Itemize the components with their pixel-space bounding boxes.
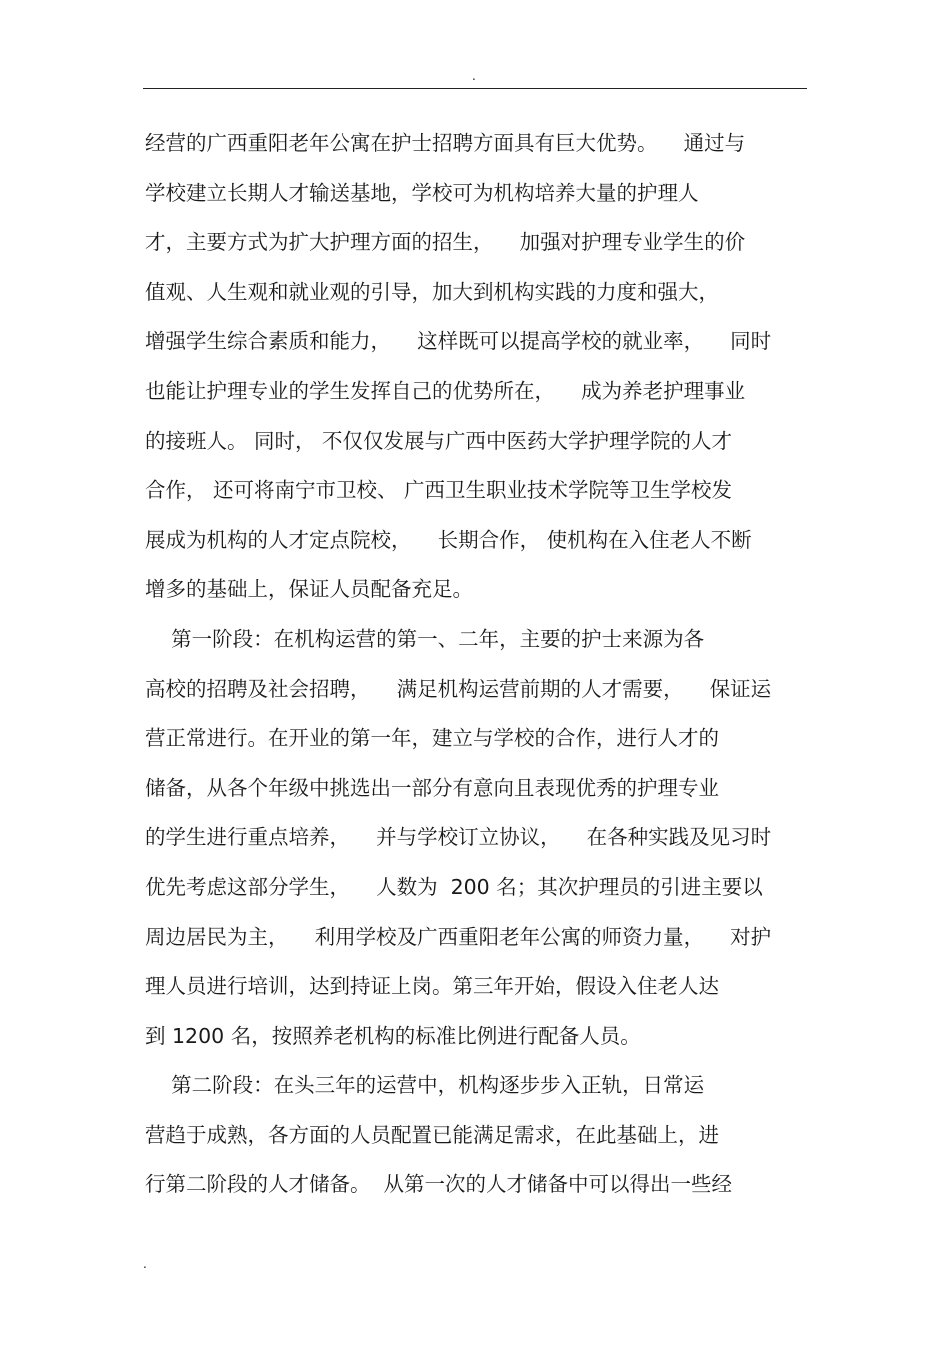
text-line: 展成为机构的人才定点院校， 长期合作， 使机构在入住老人不断: [145, 527, 752, 552]
text-line: 的学生进行重点培养， 并与学校订立协议， 在各种实践及见习时: [145, 825, 772, 850]
text-line: 也能让护理专业的学生发挥自己的优势所在， 成为养老护理事业: [145, 378, 746, 403]
text-line: 值观、人生观和就业观的引导，加大到机构实践的力度和强大，: [145, 279, 719, 304]
text-line: 增多的基础上，保证人员配备充足。: [145, 577, 473, 602]
text-line: 营趋于成熟，各方面的人员配置已能满足需求，在此基础上，进: [145, 1122, 719, 1147]
body-text: [145, 119, 810, 1210]
text-line: 高校的招聘及社会招聘， 满足机构运营前期的人才需要， 保证运: [145, 676, 772, 701]
text-line: 才，主要方式为扩大护理方面的招生， 加强对护理专业学生的价: [145, 230, 746, 255]
text-line: 行第二阶段的人才储备。 从第一次的人才储备中可以得出一些经: [145, 1172, 733, 1197]
text-line: 到 1200 名，按照养老机构的标准比例进行配备人员。: [145, 1023, 641, 1048]
text-line: 优先考虑这部分学生， 人数为 200 名；其次护理员的引进主要以: [145, 874, 763, 899]
text-line: 第一阶段：在机构运营的第一、二年，主要的护士来源为各: [145, 626, 705, 651]
text-line: 经营的广西重阳老年公寓在护士招聘方面具有巨大优势。 通过与: [145, 131, 746, 155]
header-dot: .: [472, 69, 476, 83]
text-line: 理人员进行培训，达到持证上岗。第三年开始，假设入住老人达: [145, 974, 719, 999]
text-line: 第二阶段：在头三年的运营中，机构逐步步入正轨，日常运: [145, 1073, 705, 1098]
text-line: 周边居民为主， 利用学校及广西重阳老年公寓的师资力量， 对护: [145, 924, 772, 949]
text-line: 增强学生综合素质和能力， 这样既可以提高学校的就业率， 同时: [145, 329, 772, 354]
footer-dot: .: [143, 1257, 147, 1271]
text-line: 储备，从各个年级中挑选出一部分有意向且表现优秀的护理专业: [145, 775, 719, 800]
text-line: 营正常进行。在开业的第一年，建立与学校的合作，进行人才的: [145, 726, 719, 751]
text-line: 学校建立长期人才输送基地，学校可为机构培养大量的护理人: [145, 180, 699, 205]
text-line: 的接班人。 同时， 不仅仅发展与广西中医药大学护理学院的人才: [145, 428, 733, 453]
header-rule: [143, 88, 807, 89]
text-line: 合作， 还可将南宁市卫校、 广西卫生职业技术学院等卫生学校发: [145, 478, 733, 503]
